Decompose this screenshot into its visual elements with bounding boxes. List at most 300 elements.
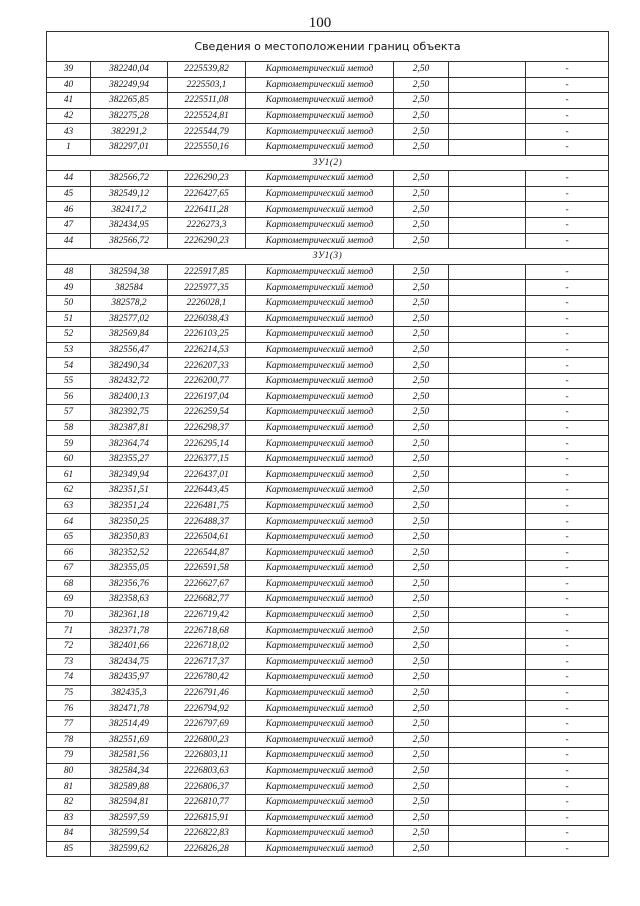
- x-coordinate-cell: 382249,94: [91, 77, 168, 93]
- table-row: [47, 202, 609, 218]
- x-coordinate-cell: 382594,81: [91, 794, 168, 810]
- point-number-cell: 47: [47, 217, 91, 233]
- y-coordinate-cell: 2226719,42: [168, 607, 246, 623]
- y-coordinate-cell: 2226717,37: [168, 654, 246, 670]
- description-cell: -: [526, 62, 609, 78]
- description-cell: -: [526, 592, 609, 608]
- method-cell: Картометрический метод: [246, 373, 394, 389]
- point-number-cell: 77: [47, 716, 91, 732]
- table-row: [47, 514, 609, 530]
- accuracy-cell: 2,50: [394, 202, 449, 218]
- accuracy-cell: 2,50: [394, 389, 449, 405]
- method-cell: Картометрический метод: [246, 592, 394, 608]
- accuracy-cell: 2,50: [394, 638, 449, 654]
- y-coordinate-cell: 2226028,1: [168, 295, 246, 311]
- accuracy-cell: 2,50: [394, 810, 449, 826]
- y-coordinate-cell: 2226273,3: [168, 217, 246, 233]
- accuracy-cell: 2,50: [394, 77, 449, 93]
- description-cell: -: [526, 685, 609, 701]
- accuracy-cell: 2,50: [394, 732, 449, 748]
- x-coordinate-cell: 382361,18: [91, 607, 168, 623]
- note-cell: [449, 529, 526, 545]
- accuracy-cell: 2,50: [394, 498, 449, 514]
- method-cell: Картометрический метод: [246, 826, 394, 842]
- point-number-cell: 79: [47, 748, 91, 764]
- table-row: [47, 623, 609, 639]
- x-coordinate-cell: 382471,78: [91, 701, 168, 717]
- note-cell: [449, 420, 526, 436]
- point-number-cell: 49: [47, 280, 91, 296]
- note-cell: [449, 483, 526, 499]
- table-row: [47, 841, 609, 857]
- method-cell: Картометрический метод: [246, 420, 394, 436]
- method-cell: Картометрический метод: [246, 124, 394, 140]
- x-coordinate-cell: 382349,94: [91, 467, 168, 483]
- accuracy-cell: 2,50: [394, 592, 449, 608]
- method-cell: Картометрический метод: [246, 483, 394, 499]
- point-number-cell: 78: [47, 732, 91, 748]
- note-cell: [449, 93, 526, 109]
- note-cell: [449, 716, 526, 732]
- accuracy-cell: 2,50: [394, 436, 449, 452]
- method-cell: Картометрический метод: [246, 576, 394, 592]
- x-coordinate-cell: 382240,04: [91, 62, 168, 78]
- y-coordinate-cell: 2226103,25: [168, 327, 246, 343]
- note-cell: [449, 576, 526, 592]
- point-number-cell: 80: [47, 763, 91, 779]
- point-number-cell: 64: [47, 514, 91, 530]
- point-number-cell: 1: [47, 139, 91, 155]
- point-number-cell: 44: [47, 171, 91, 187]
- method-cell: Картометрический метод: [246, 623, 394, 639]
- note-cell: [449, 327, 526, 343]
- note-cell: [449, 217, 526, 233]
- y-coordinate-cell: 2226791,46: [168, 685, 246, 701]
- description-cell: -: [526, 108, 609, 124]
- x-coordinate-cell: 382351,24: [91, 498, 168, 514]
- table-row: [47, 342, 609, 358]
- description-cell: -: [526, 545, 609, 561]
- note-cell: [449, 436, 526, 452]
- method-cell: Картометрический метод: [246, 498, 394, 514]
- x-coordinate-cell: 382581,56: [91, 748, 168, 764]
- point-number-cell: 66: [47, 545, 91, 561]
- y-coordinate-cell: 2226797,69: [168, 716, 246, 732]
- note-cell: [449, 264, 526, 280]
- y-coordinate-cell: 2226826,28: [168, 841, 246, 857]
- method-cell: Картометрический метод: [246, 716, 394, 732]
- section-row: [47, 155, 609, 171]
- point-number-cell: 39: [47, 62, 91, 78]
- x-coordinate-cell: 382514,49: [91, 716, 168, 732]
- table-row: [47, 233, 609, 249]
- x-coordinate-cell: 382556,47: [91, 342, 168, 358]
- table-row: [47, 763, 609, 779]
- description-cell: -: [526, 93, 609, 109]
- method-cell: Картометрический метод: [246, 358, 394, 374]
- note-cell: [449, 311, 526, 327]
- accuracy-cell: 2,50: [394, 62, 449, 78]
- y-coordinate-cell: 2225503,1: [168, 77, 246, 93]
- y-coordinate-cell: 2226780,42: [168, 670, 246, 686]
- x-coordinate-cell: 382350,25: [91, 514, 168, 530]
- description-cell: -: [526, 670, 609, 686]
- note-cell: [449, 514, 526, 530]
- table-row: [47, 732, 609, 748]
- description-cell: -: [526, 701, 609, 717]
- method-cell: Картометрический метод: [246, 638, 394, 654]
- x-coordinate-cell: 382401,66: [91, 638, 168, 654]
- description-cell: -: [526, 77, 609, 93]
- point-number-cell: 76: [47, 701, 91, 717]
- y-coordinate-cell: 2226627,67: [168, 576, 246, 592]
- method-cell: Картометрический метод: [246, 295, 394, 311]
- y-coordinate-cell: 2226822,83: [168, 826, 246, 842]
- table-row: [47, 498, 609, 514]
- x-coordinate-cell: 382434,75: [91, 654, 168, 670]
- point-number-cell: 54: [47, 358, 91, 374]
- x-coordinate-cell: 382417,2: [91, 202, 168, 218]
- x-coordinate-cell: 382589,88: [91, 779, 168, 795]
- table-row: [47, 358, 609, 374]
- y-coordinate-cell: 2225539,82: [168, 62, 246, 78]
- note-cell: [449, 623, 526, 639]
- method-cell: Картометрический метод: [246, 685, 394, 701]
- description-cell: -: [526, 342, 609, 358]
- method-cell: Картометрический метод: [246, 451, 394, 467]
- description-cell: -: [526, 358, 609, 374]
- x-coordinate-cell: 382435,97: [91, 670, 168, 686]
- description-cell: -: [526, 327, 609, 343]
- x-coordinate-cell: 382291,2: [91, 124, 168, 140]
- accuracy-cell: 2,50: [394, 405, 449, 421]
- method-cell: Картометрический метод: [246, 779, 394, 795]
- table-row: [47, 93, 609, 109]
- description-cell: -: [526, 748, 609, 764]
- description-cell: -: [526, 638, 609, 654]
- y-coordinate-cell: 2226800,23: [168, 732, 246, 748]
- point-number-cell: 85: [47, 841, 91, 857]
- table-row: [47, 124, 609, 140]
- table-title-row: [47, 32, 609, 62]
- table-row: [47, 77, 609, 93]
- accuracy-cell: 2,50: [394, 264, 449, 280]
- note-cell: [449, 186, 526, 202]
- accuracy-cell: 2,50: [394, 171, 449, 187]
- table-body: [47, 32, 609, 857]
- note-cell: [449, 826, 526, 842]
- y-coordinate-cell: 2226544,87: [168, 545, 246, 561]
- note-cell: [449, 77, 526, 93]
- accuracy-cell: 2,50: [394, 748, 449, 764]
- y-coordinate-cell: 2226488,37: [168, 514, 246, 530]
- table-row: [47, 654, 609, 670]
- note-cell: [449, 342, 526, 358]
- x-coordinate-cell: 382551,69: [91, 732, 168, 748]
- x-coordinate-cell: 382265,85: [91, 93, 168, 109]
- point-number-cell: 50: [47, 295, 91, 311]
- point-number-cell: 57: [47, 405, 91, 421]
- y-coordinate-cell: 2226207,33: [168, 358, 246, 374]
- method-cell: Картометрический метод: [246, 202, 394, 218]
- section-row: [47, 249, 609, 265]
- y-coordinate-cell: 2226504,61: [168, 529, 246, 545]
- x-coordinate-cell: 382578,2: [91, 295, 168, 311]
- y-coordinate-cell: 2226718,02: [168, 638, 246, 654]
- note-cell: [449, 202, 526, 218]
- accuracy-cell: 2,50: [394, 93, 449, 109]
- table-row: [47, 295, 609, 311]
- accuracy-cell: 2,50: [394, 514, 449, 530]
- accuracy-cell: 2,50: [394, 654, 449, 670]
- table-row: [47, 670, 609, 686]
- table-row: [47, 748, 609, 764]
- x-coordinate-cell: 382355,05: [91, 561, 168, 577]
- x-coordinate-cell: 382435,3: [91, 685, 168, 701]
- point-number-cell: 69: [47, 592, 91, 608]
- description-cell: -: [526, 405, 609, 421]
- y-coordinate-cell: 2226427,65: [168, 186, 246, 202]
- description-cell: -: [526, 498, 609, 514]
- point-number-cell: 81: [47, 779, 91, 795]
- description-cell: -: [526, 202, 609, 218]
- y-coordinate-cell: 2226197,04: [168, 389, 246, 405]
- y-coordinate-cell: 2226377,15: [168, 451, 246, 467]
- table-row: [47, 186, 609, 202]
- accuracy-cell: 2,50: [394, 716, 449, 732]
- section-label: ЗУ1(3): [47, 249, 609, 265]
- y-coordinate-cell: 2226411,28: [168, 202, 246, 218]
- table-row: [47, 826, 609, 842]
- table-row: [47, 405, 609, 421]
- method-cell: Картометрический метод: [246, 77, 394, 93]
- point-number-cell: 73: [47, 654, 91, 670]
- point-number-cell: 53: [47, 342, 91, 358]
- note-cell: [449, 779, 526, 795]
- description-cell: -: [526, 233, 609, 249]
- x-coordinate-cell: 382434,95: [91, 217, 168, 233]
- point-number-cell: 41: [47, 93, 91, 109]
- note-cell: [449, 139, 526, 155]
- accuracy-cell: 2,50: [394, 529, 449, 545]
- y-coordinate-cell: 2226794,92: [168, 701, 246, 717]
- method-cell: Картометрический метод: [246, 748, 394, 764]
- y-coordinate-cell: 2226810,77: [168, 794, 246, 810]
- description-cell: -: [526, 732, 609, 748]
- x-coordinate-cell: 382584: [91, 280, 168, 296]
- method-cell: Картометрический метод: [246, 514, 394, 530]
- table-row: [47, 171, 609, 187]
- table-row: [47, 217, 609, 233]
- point-number-cell: 63: [47, 498, 91, 514]
- note-cell: [449, 654, 526, 670]
- x-coordinate-cell: 382549,12: [91, 186, 168, 202]
- note-cell: [449, 280, 526, 296]
- description-cell: -: [526, 514, 609, 530]
- description-cell: -: [526, 217, 609, 233]
- y-coordinate-cell: 2226591,58: [168, 561, 246, 577]
- x-coordinate-cell: 382597,59: [91, 810, 168, 826]
- method-cell: Картометрический метод: [246, 670, 394, 686]
- y-coordinate-cell: 2226259,54: [168, 405, 246, 421]
- accuracy-cell: 2,50: [394, 108, 449, 124]
- method-cell: Картометрический метод: [246, 467, 394, 483]
- table-row: [47, 108, 609, 124]
- point-number-cell: 65: [47, 529, 91, 545]
- y-coordinate-cell: 2225917,85: [168, 264, 246, 280]
- point-number-cell: 45: [47, 186, 91, 202]
- note-cell: [449, 451, 526, 467]
- note-cell: [449, 748, 526, 764]
- x-coordinate-cell: 382490,34: [91, 358, 168, 374]
- y-coordinate-cell: 2226200,77: [168, 373, 246, 389]
- table-row: [47, 576, 609, 592]
- description-cell: -: [526, 373, 609, 389]
- point-number-cell: 62: [47, 483, 91, 499]
- method-cell: Картометрический метод: [246, 327, 394, 343]
- table-row: [47, 62, 609, 78]
- accuracy-cell: 2,50: [394, 701, 449, 717]
- x-coordinate-cell: 382387,81: [91, 420, 168, 436]
- accuracy-cell: 2,50: [394, 311, 449, 327]
- description-cell: -: [526, 420, 609, 436]
- accuracy-cell: 2,50: [394, 794, 449, 810]
- x-coordinate-cell: 382599,54: [91, 826, 168, 842]
- y-coordinate-cell: 2226214,53: [168, 342, 246, 358]
- description-cell: -: [526, 779, 609, 795]
- method-cell: Картометрический метод: [246, 810, 394, 826]
- method-cell: Картометрический метод: [246, 280, 394, 296]
- x-coordinate-cell: 382400,13: [91, 389, 168, 405]
- note-cell: [449, 841, 526, 857]
- note-cell: [449, 108, 526, 124]
- x-coordinate-cell: 382355,27: [91, 451, 168, 467]
- accuracy-cell: 2,50: [394, 451, 449, 467]
- description-cell: -: [526, 623, 609, 639]
- description-cell: -: [526, 529, 609, 545]
- description-cell: -: [526, 607, 609, 623]
- y-coordinate-cell: 2226682,77: [168, 592, 246, 608]
- point-number-cell: 58: [47, 420, 91, 436]
- x-coordinate-cell: 382566,72: [91, 171, 168, 187]
- y-coordinate-cell: 2226437,01: [168, 467, 246, 483]
- note-cell: [449, 405, 526, 421]
- accuracy-cell: 2,50: [394, 280, 449, 296]
- y-coordinate-cell: 2226718,68: [168, 623, 246, 639]
- x-coordinate-cell: 382599,62: [91, 841, 168, 857]
- description-cell: -: [526, 561, 609, 577]
- note-cell: [449, 592, 526, 608]
- description-cell: -: [526, 264, 609, 280]
- accuracy-cell: 2,50: [394, 483, 449, 499]
- x-coordinate-cell: 382392,75: [91, 405, 168, 421]
- table-row: [47, 373, 609, 389]
- accuracy-cell: 2,50: [394, 295, 449, 311]
- table-row: [47, 701, 609, 717]
- accuracy-cell: 2,50: [394, 576, 449, 592]
- method-cell: Картометрический метод: [246, 264, 394, 280]
- note-cell: [449, 373, 526, 389]
- section-label: ЗУ1(2): [47, 155, 609, 171]
- y-coordinate-cell: 2226806,37: [168, 779, 246, 795]
- point-number-cell: 59: [47, 436, 91, 452]
- table-row: [47, 264, 609, 280]
- point-number-cell: 84: [47, 826, 91, 842]
- y-coordinate-cell: 2226803,11: [168, 748, 246, 764]
- method-cell: Картометрический метод: [246, 233, 394, 249]
- point-number-cell: 74: [47, 670, 91, 686]
- method-cell: Картометрический метод: [246, 732, 394, 748]
- y-coordinate-cell: 2225550,16: [168, 139, 246, 155]
- method-cell: Картометрический метод: [246, 529, 394, 545]
- description-cell: -: [526, 810, 609, 826]
- y-coordinate-cell: 2226290,23: [168, 233, 246, 249]
- note-cell: [449, 545, 526, 561]
- table-title: Сведения о местоположении границ объекта: [47, 32, 609, 62]
- table-row: [47, 685, 609, 701]
- x-coordinate-cell: 382569,84: [91, 327, 168, 343]
- accuracy-cell: 2,50: [394, 670, 449, 686]
- table-row: [47, 592, 609, 608]
- description-cell: -: [526, 186, 609, 202]
- note-cell: [449, 561, 526, 577]
- x-coordinate-cell: 382297,01: [91, 139, 168, 155]
- y-coordinate-cell: 2226443,45: [168, 483, 246, 499]
- description-cell: -: [526, 139, 609, 155]
- x-coordinate-cell: 382566,72: [91, 233, 168, 249]
- x-coordinate-cell: 382371,78: [91, 623, 168, 639]
- description-cell: -: [526, 295, 609, 311]
- method-cell: Картометрический метод: [246, 171, 394, 187]
- note-cell: [449, 763, 526, 779]
- point-number-cell: 67: [47, 561, 91, 577]
- method-cell: Картометрический метод: [246, 405, 394, 421]
- table-row: [47, 638, 609, 654]
- accuracy-cell: 2,50: [394, 373, 449, 389]
- table-row: [47, 794, 609, 810]
- table-row: [47, 607, 609, 623]
- table-row: [47, 311, 609, 327]
- description-cell: -: [526, 311, 609, 327]
- x-coordinate-cell: 382351,51: [91, 483, 168, 499]
- y-coordinate-cell: 2225524,81: [168, 108, 246, 124]
- method-cell: Картометрический метод: [246, 436, 394, 452]
- accuracy-cell: 2,50: [394, 327, 449, 343]
- method-cell: Картометрический метод: [246, 62, 394, 78]
- accuracy-cell: 2,50: [394, 233, 449, 249]
- point-number-cell: 46: [47, 202, 91, 218]
- description-cell: -: [526, 841, 609, 857]
- point-number-cell: 68: [47, 576, 91, 592]
- x-coordinate-cell: 382432,72: [91, 373, 168, 389]
- accuracy-cell: 2,50: [394, 139, 449, 155]
- description-cell: -: [526, 794, 609, 810]
- note-cell: [449, 498, 526, 514]
- note-cell: [449, 794, 526, 810]
- table-row: [47, 545, 609, 561]
- table-row: [47, 139, 609, 155]
- point-number-cell: 61: [47, 467, 91, 483]
- table-row: [47, 451, 609, 467]
- table-row: [47, 716, 609, 732]
- accuracy-cell: 2,50: [394, 685, 449, 701]
- accuracy-cell: 2,50: [394, 186, 449, 202]
- method-cell: Картометрический метод: [246, 545, 394, 561]
- y-coordinate-cell: 2226038,43: [168, 311, 246, 327]
- accuracy-cell: 2,50: [394, 826, 449, 842]
- table-row: [47, 280, 609, 296]
- method-cell: Картометрический метод: [246, 389, 394, 405]
